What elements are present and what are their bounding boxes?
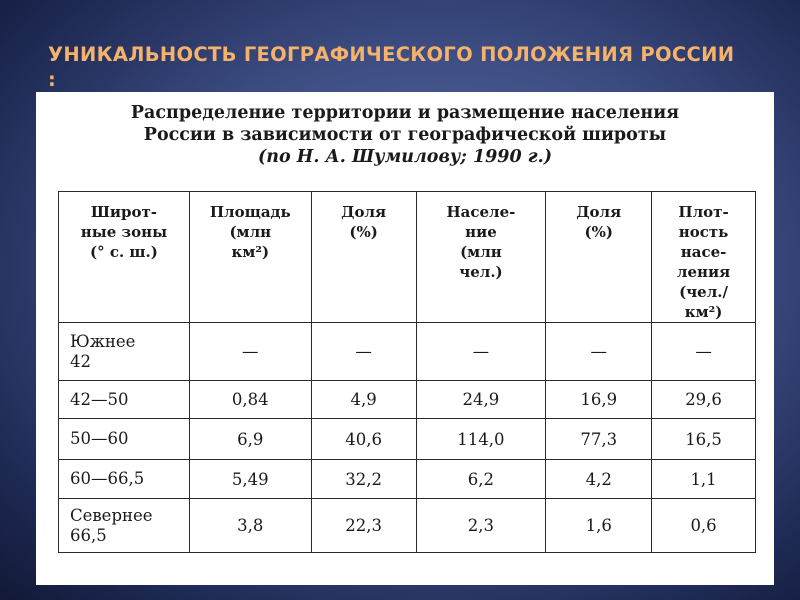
caption-line-3: (по Н. А. Шумилову; 1990 г.): [258, 147, 552, 167]
population-share-cell: —: [546, 323, 652, 381]
caption-line-1: Распределение территории и размещение населения: [130, 103, 680, 123]
header-density: Плот- ность насе- ления (чел./ км²): [652, 192, 756, 323]
header-area: Площадь (млн км²): [189, 192, 311, 323]
population-cell: —: [416, 323, 546, 381]
population-share-cell: 1,6: [546, 499, 652, 553]
density-cell: 16,5: [652, 419, 756, 460]
area-share-cell: 40,6: [311, 419, 416, 460]
table-row: [59, 499, 756, 553]
area-cell: 6,9: [189, 419, 311, 460]
table-row: [59, 460, 756, 499]
population-share-cell: 16,9: [546, 381, 652, 419]
table-header-row: [59, 192, 756, 323]
density-cell: 1,1: [652, 460, 756, 499]
zone-cell: 60—66,5: [59, 460, 190, 499]
density-cell: 0,6: [652, 499, 756, 553]
population-cell: 24,9: [416, 381, 546, 419]
scanned-table-image: [36, 92, 774, 585]
density-cell: 29,6: [652, 381, 756, 419]
table-row: [59, 323, 756, 381]
population-cell: 2,3: [416, 499, 546, 553]
zone-cell: 50—60: [59, 419, 190, 460]
area-cell: 3,8: [189, 499, 311, 553]
population-cell: 6,2: [416, 460, 546, 499]
zone-cell: 42—50: [59, 381, 190, 419]
density-cell: —: [652, 323, 756, 381]
zone-cell: Южнее 42: [59, 323, 190, 381]
data-table: [58, 191, 756, 553]
area-cell: —: [189, 323, 311, 381]
table-caption: [36, 102, 774, 168]
slide-title: УНИКАЛЬНОСТЬ ГЕОГРАФИЧЕСКОГО ПОЛОЖЕНИЯ РОССИИ :: [48, 43, 735, 91]
zone-cell: Севернее 66,5: [59, 499, 190, 553]
population-share-cell: 4,2: [546, 460, 652, 499]
area-share-cell: —: [311, 323, 416, 381]
header-population-share: Доля (%): [546, 192, 652, 323]
table-row: [59, 381, 756, 419]
area-cell: 0,84: [189, 381, 311, 419]
table-row: [59, 419, 756, 460]
header-latitude-zones: Широт- ные зоны (° с. ш.): [59, 192, 190, 323]
area-share-cell: 4,9: [311, 381, 416, 419]
header-population: Населе- ние (млн чел.): [416, 192, 546, 323]
area-cell: 5,49: [189, 460, 311, 499]
header-area-share: Доля (%): [311, 192, 416, 323]
area-share-cell: 32,2: [311, 460, 416, 499]
area-share-cell: 22,3: [311, 499, 416, 553]
population-share-cell: 77,3: [546, 419, 652, 460]
population-cell: 114,0: [416, 419, 546, 460]
caption-line-2: России в зависимости от географической широты: [143, 125, 667, 145]
